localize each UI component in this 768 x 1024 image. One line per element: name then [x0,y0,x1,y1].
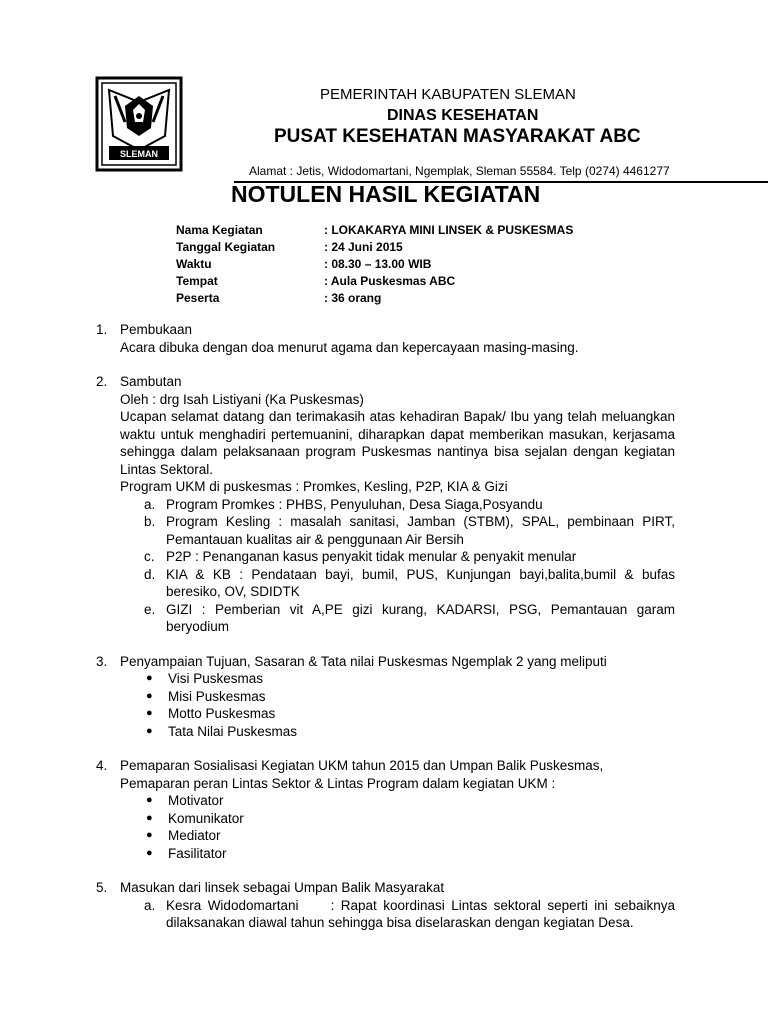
speaker: Oleh : drg Isah Listiyani (Ka Puskesmas) [120,391,364,407]
bullet-item [146,705,675,723]
welcome-paragraph: Ucapan selamat datang dan terimakasih atas kehadiran Bapak/ Ibu yang telah meluangkan waktu untuk menghadiri pertemuanini, diharapkan dapat memberikan masukan, kerjasama sehingga dalam pelaksanaan program Puskesmas nantinya bisa sejalan dengan kegiatan Lintas Sektoral. [120,409,675,477]
item-text: Kesra Widodomartani : Rapat koordinasi Lintas sektoral seperti ini sebaiknya dilaksanakan diawal tahun sehingga bisa diselaraskan dengan kegiatan Desa. [166,897,679,930]
bullet-text: Visi Puskesmas [168,671,264,686]
bullet-text: Tata Nilai Puskesmas [168,723,298,739]
info-value: : 36 orang [324,291,382,305]
info-key: Tempat [176,274,218,288]
info-key: Nama Kegiatan [176,223,263,237]
list-item [144,513,675,548]
section-subtitle: Pemaparan peran Lintas Sektor & Lintas Program dalam kegiatan UKM : [120,775,556,791]
info-row [176,256,573,273]
bullet-text: Motivator [168,793,224,808]
section-title: Penyampaian Tujuan, Sasaran & Tata nilai Puskesmas Ngemplak 2 yang meliputi [120,653,607,669]
program-summary: Program UKM di puskesmas : Promkes, Kesling, P2P, KIA & Gizi [120,479,508,494]
bullet-text: Komunikator [168,810,244,826]
list-item [144,496,675,514]
info-value: : 08.30 – 13.00 WIB [324,257,432,271]
header-puskesmas: PUSAT KESEHATAN MASYARAKAT ABC [274,126,641,147]
bullet-icon: ● [146,707,153,719]
section-title: Masukan dari linsek sebagai Umpan Balik Masyarakat [120,880,445,895]
bullet-icon: ● [146,724,153,737]
section-feedback [96,879,679,932]
section-opening [96,321,675,356]
section-text: Acara dibuka dengan doa menurut agama dan kepercayaan masing-masing. [120,339,579,355]
sleman-logo [95,76,183,172]
bullet-icon: ● [146,672,153,684]
section-number: 2. [96,374,108,389]
item-letter: e. [144,601,156,617]
section-number: 5. [96,880,108,895]
list-item [144,601,675,636]
header-address: Alamat : Jetis, Widodomartani, Ngemplak, Sleman 55584. Telp (0274) 4461277 [249,164,670,178]
info-key: Tanggal Kegiatan [176,240,276,254]
bullet-text: Fasilitator [168,845,227,861]
info-row [176,222,573,239]
event-info [176,222,573,307]
bullet-item [146,688,675,706]
bullet-icon: ● [146,794,153,806]
section-number: 1. [96,322,108,337]
info-row [176,239,573,256]
bullet-icon: ● [146,829,153,841]
section-title: Pemaparan Sosialisasi Kegiatan UKM tahun 2015 dan Umpan Balik Puskesmas, [120,758,604,773]
item-text: GIZI : Pemberian vit A,PE gizi kurang, KADARSI, PSG, Pemantauan garam beryodium [166,601,675,634]
bullet-icon: ● [146,689,153,702]
info-value: : 24 Juni 2015 [324,240,403,254]
section-number: 3. [96,653,108,669]
bullet-item [146,810,675,828]
item-letter: a. [144,496,156,512]
bullet-item [146,723,675,741]
bullet-item [146,670,675,688]
bullet-item [146,845,675,863]
bullet-item [146,827,675,845]
list-item [144,897,679,932]
document-title: NOTULEN HASIL KEGIATAN [231,181,541,207]
header-government: PEMERINTAH KABUPATEN SLEMAN [320,86,576,103]
bullet-text: Mediator [168,828,221,843]
bullet-text: Misi Puskesmas [168,688,266,704]
bullet-icon: ● [146,846,153,859]
list-item [144,548,675,566]
logo-text: SLEMAN [120,149,158,159]
item-text: P2P : Penanganan kasus penyakit tidak menular & penyakit menular [166,549,577,564]
bullet-icon: ● [146,811,153,824]
bullet-text: Motto Puskesmas [168,706,276,721]
info-value: : LOKAKARYA MINI LINSEK & PUSKESMAS [324,223,574,237]
list-item [144,566,675,601]
item-letter: a. [144,897,156,913]
minutes-content [96,321,679,949]
section-goals [96,653,675,741]
section-number: 4. [96,758,108,773]
info-value: : Aula Puskesmas ABC [324,274,456,288]
info-row [176,290,573,307]
section-welcome [96,373,675,636]
info-row [176,273,573,290]
item-text: Program Promkes : PHBS, Penyuluhan, Desa Siaga,Posyandu [166,496,543,512]
section-socialization [96,757,675,862]
info-key: Waktu [176,257,212,271]
bullet-item [146,792,675,810]
section-title: Pembukaan [120,322,193,337]
item-letter: b. [144,514,156,529]
info-key: Peserta [176,291,220,305]
item-text: KIA & KB : Pendataan bayi, bumil, PUS, Kunjungan bayi,balita,bumil & bufas beresiko, OV, SDIDTK [166,566,675,599]
item-letter: c. [144,549,155,564]
item-letter: d. [144,566,156,582]
section-title: Sambutan [120,374,182,389]
header-department: DINAS KESEHATAN [387,107,539,124]
item-text: Program Kesling : masalah sanitasi, Jamban (STBM), SPAL, pembinaan PIRT, Pemantauan kualitas air & penggunaan Air Bersih [166,514,675,547]
